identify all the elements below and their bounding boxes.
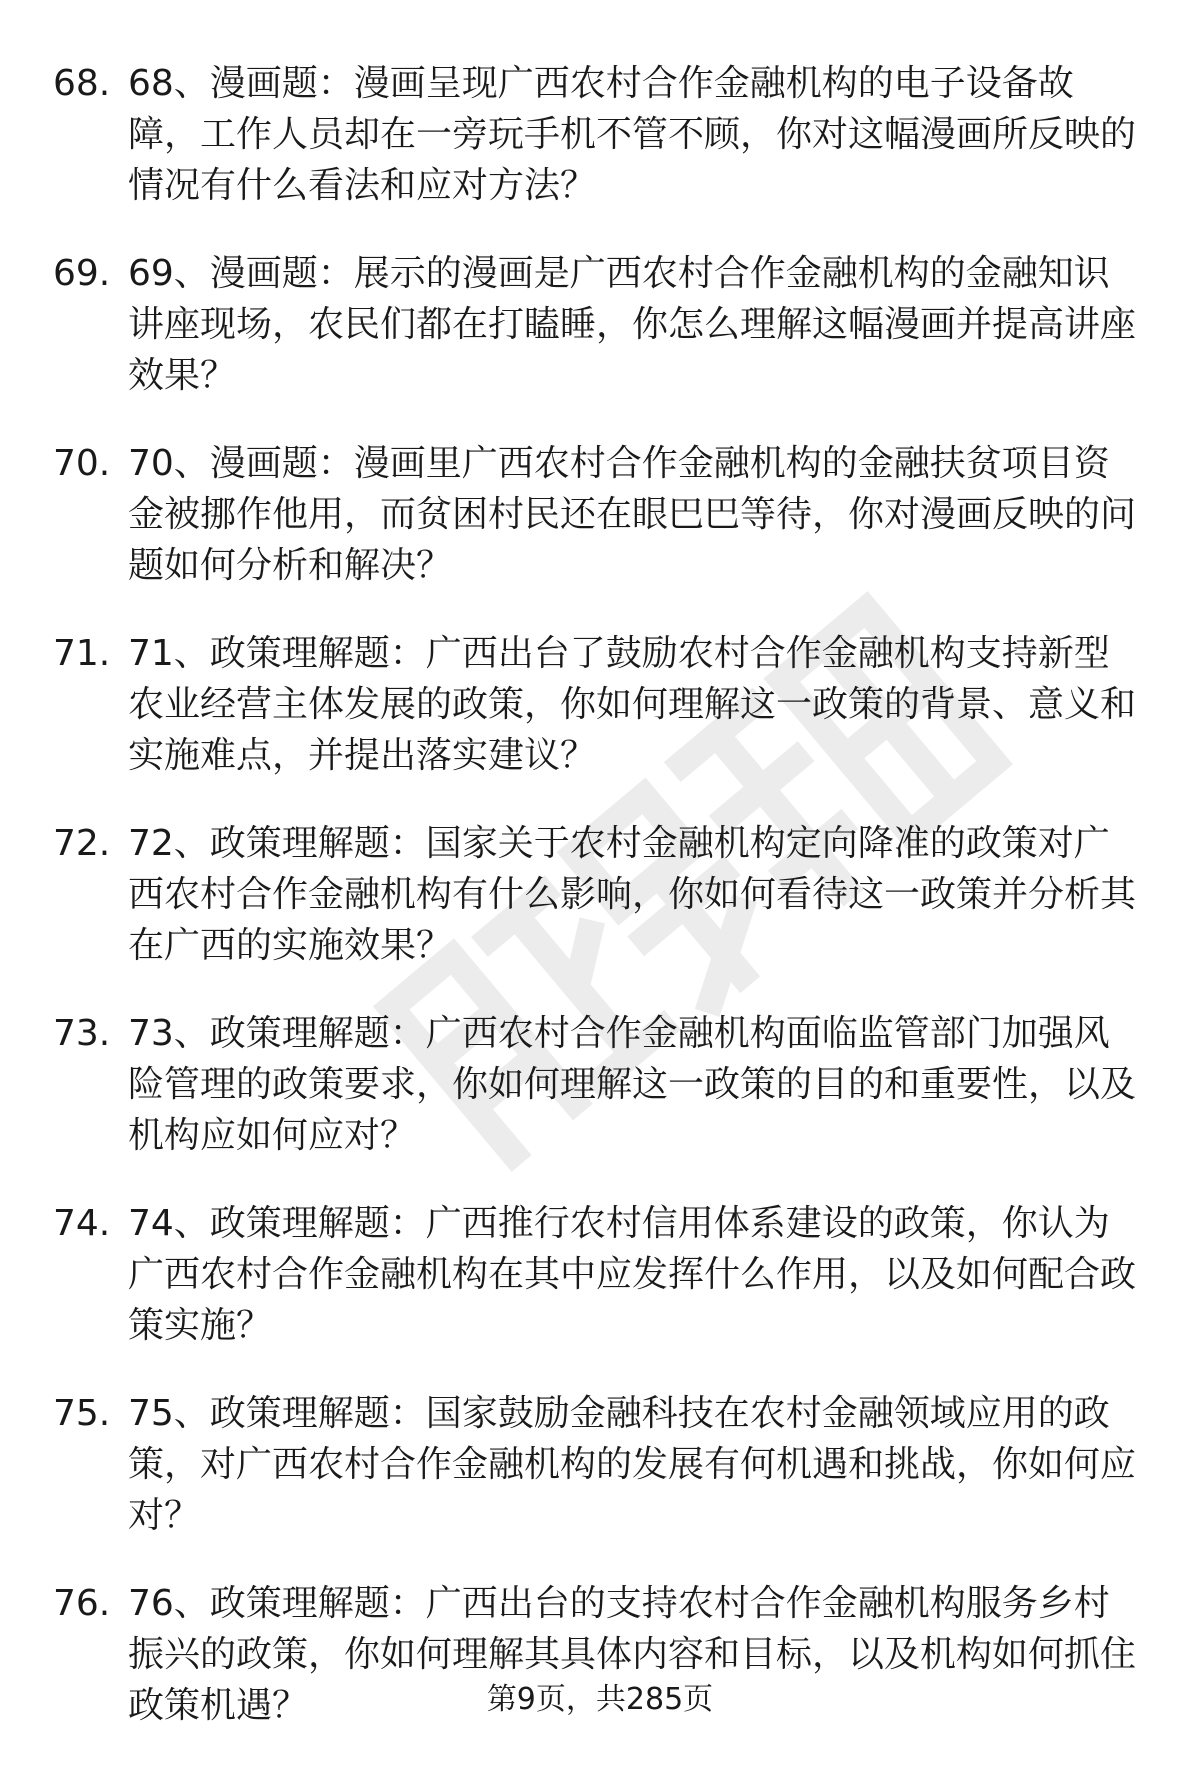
question-item — [0, 1388, 1200, 1541]
question-item — [0, 438, 1200, 591]
question-number: 70. — [53, 443, 111, 484]
page-footer: 第9页，共285页 — [486, 1682, 714, 1717]
question-text: 71、政策理解题：广西出台了鼓励农村合作金融机构支持新型农业经营主体发展的政策，你如何理解这一政策的背景、意义和实施难点，并提出落实建议？ — [128, 633, 1137, 776]
question-text: 72、政策理解题：国家关于农村金融机构定向降准的政策对广西农村合作金融机构有什么影响，你如何看待这一政策并分析其在广西的实施效果？ — [128, 823, 1137, 966]
question-number: 73. — [53, 1013, 111, 1054]
question-item — [0, 248, 1200, 401]
question-number: 75. — [53, 1393, 111, 1434]
question-text: 70、漫画题：漫画里广西农村合作金融机构的金融扶贫项目资金被挪作他用，而贫困村民还在眼巴巴等待，你对漫画反映的问题如何分析和解决？ — [128, 443, 1137, 586]
question-item — [0, 628, 1200, 781]
question-text: 68、漫画题：漫画呈现广西农村合作金融机构的电子设备故障，工作人员却在一旁玩手机不管不顾，你对这幅漫画所反映的情况有什么看法和应对方法？ — [128, 63, 1137, 206]
question-item — [0, 818, 1200, 971]
question-item — [0, 1008, 1200, 1161]
question-number: 74. — [53, 1203, 111, 1244]
question-list — [0, 58, 1200, 1768]
question-text: 74、政策理解题：广西推行农村信用体系建设的政策，你认为广西农村合作金融机构在其中应发挥什么作用，以及如何配合政策实施？ — [128, 1203, 1137, 1346]
question-number: 71. — [53, 633, 111, 674]
question-number: 69. — [53, 253, 111, 294]
question-item — [0, 58, 1200, 211]
question-number: 76. — [53, 1583, 111, 1624]
question-text: 73、政策理解题：广西农村合作金融机构面临监管部门加强风险管理的政策要求，你如何理解这一政策的目的和重要性，以及机构应如何应对？ — [128, 1013, 1137, 1156]
question-item — [0, 1198, 1200, 1351]
question-number: 72. — [53, 823, 111, 864]
question-number: 68. — [53, 63, 111, 104]
question-text: 76、政策理解题：广西出台的支持农村合作金融机构服务乡村振兴的政策，你如何理解其具体内容和目标，以及机构如何抓住政策机遇？ — [128, 1583, 1137, 1726]
question-text: 75、政策理解题：国家鼓励金融科技在农村金融领域应用的政策，对广西农村合作金融机构的发展有何机遇和挑战，你如何应对？ — [128, 1393, 1137, 1536]
question-text: 69、漫画题：展示的漫画是广西农村合作金融机构的金融知识讲座现场，农民们都在打瞌睡，你怎么理解这幅漫画并提高讲座效果？ — [128, 253, 1137, 396]
